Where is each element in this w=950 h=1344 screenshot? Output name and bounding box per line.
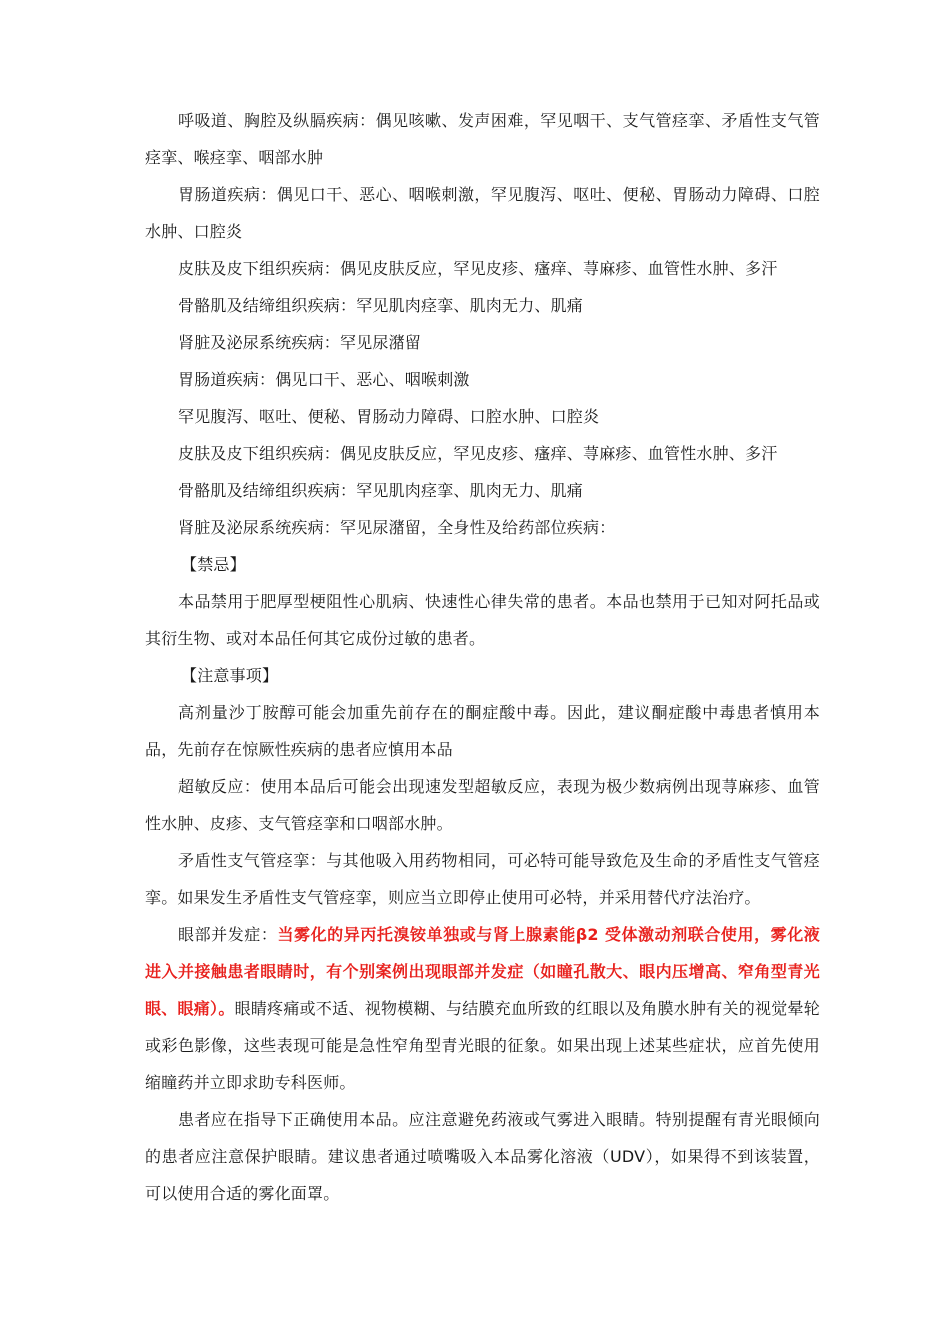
hypersensitivity-paragraph: 超敏反应：使用本品后可能会出现速发型超敏反应，表现为极少数病例出现荨麻疹、血管性水肿、皮疹、支气管痉挛和口咽部水肿。 (145, 777, 820, 833)
contraindications-text: 本品禁用于肥厚型梗阻性心肌病、快速性心律失常的患者。本品也禁用于已知对阿托品或其衍生物、或对本品任何其它成份过敏的患者。 (145, 592, 820, 648)
eye-complications-label: 眼部并发症： (178, 925, 278, 944)
renal-paragraph-1: 肾脏及泌尿系统疾病：罕见尿潴留 (178, 333, 422, 352)
precautions-heading: 【注意事项】 (181, 666, 279, 685)
gi-paragraph-1: 胃肠道疾病：偶见口干、恶心、咽喉刺激，罕见腹泻、呕吐、便秘、胃肠动力障碍、口腔水肿、口腔炎 (145, 185, 820, 241)
bronchospasm-paragraph: 矛盾性支气管痉挛：与其他吸入用药物相同，可必特可能导致危及生命的矛盾性支气管痉挛。如果发生矛盾性支气管痉挛，则应当立即停止使用可必特，并采用替代疗法治疗。 (145, 851, 820, 907)
gi-paragraph-2: 胃肠道疾病：偶见口干、恶心、咽喉刺激 (178, 370, 470, 389)
musculoskeletal-paragraph-2: 骨骼肌及结缔组织疾病：罕见肌肉痉挛、肌肉无力、肌痛 (178, 481, 584, 500)
renal-paragraph-2: 肾脏及泌尿系统疾病：罕见尿潴留，全身性及给药部位疾病： (178, 518, 616, 537)
musculoskeletal-paragraph-1: 骨骼肌及结缔组织疾病：罕见肌肉痉挛、肌肉无力、肌痛 (178, 296, 584, 315)
eye-complications-details: 眼睛疼痛或不适、视物模糊、与结膜充血所致的红眼以及角膜水肿有关的视觉晕轮或彩色影像，这些表现可能是急性窄角型青光眼的征象。如果出现上述某些症状，应首先使用缩瞳药并立即求助专科医师。 (145, 999, 821, 1092)
skin-paragraph-1: 皮肤及皮下组织疾病：偶见皮肤反应，罕见皮疹、瘙痒、荨麻疹、血管性水肿、多汗 (178, 259, 778, 278)
respiratory-paragraph: 呼吸道、胸腔及纵膈疾病：偶见咳嗽、发声困难，罕见咽干、支气管痉挛、矛盾性支气管痉挛、喉痉挛、咽部水肿 (145, 111, 820, 167)
ketoacidosis-paragraph: 高剂量沙丁胺醇可能会加重先前存在的酮症酸中毒。因此，建议酮症酸中毒患者慎用本品，先前存在惊厥性疾病的患者应慎用本品 (145, 703, 820, 759)
usage-paragraph: 患者应在指导下正确使用本品。应注意避免药液或气雾进入眼睛。特别提醒有青光眼倾向的患者应注意保护眼睛。建议患者通过喷嘴吸入本品雾化溶液（UDV），如果得不到该装置，可以使用合适的雾化面罩。 (145, 1110, 820, 1203)
skin-paragraph-2: 皮肤及皮下组织疾病：偶见皮肤反应，罕见皮疹、瘙痒、荨麻疹、血管性水肿、多汗 (178, 444, 778, 463)
contraindications-heading: 【禁忌】 (181, 555, 246, 574)
gi-paragraph-2-continued: 罕见腹泻、呕吐、便秘、胃肠动力障碍、口腔水肿、口腔炎 (178, 407, 600, 426)
eye-complications-paragraph (145, 916, 820, 1101)
eye-complications-warning: 当雾化的异丙托溴铵单独或与肾上腺素能β2 受体激动剂联合使用，雾化液进入并接触患者眼睛时，有个别案例出现眼部并发症（如瞳孔散大、眼内压增高、窄角型青光眼、眼痛）。 (145, 925, 820, 1018)
document-body (145, 102, 820, 1212)
